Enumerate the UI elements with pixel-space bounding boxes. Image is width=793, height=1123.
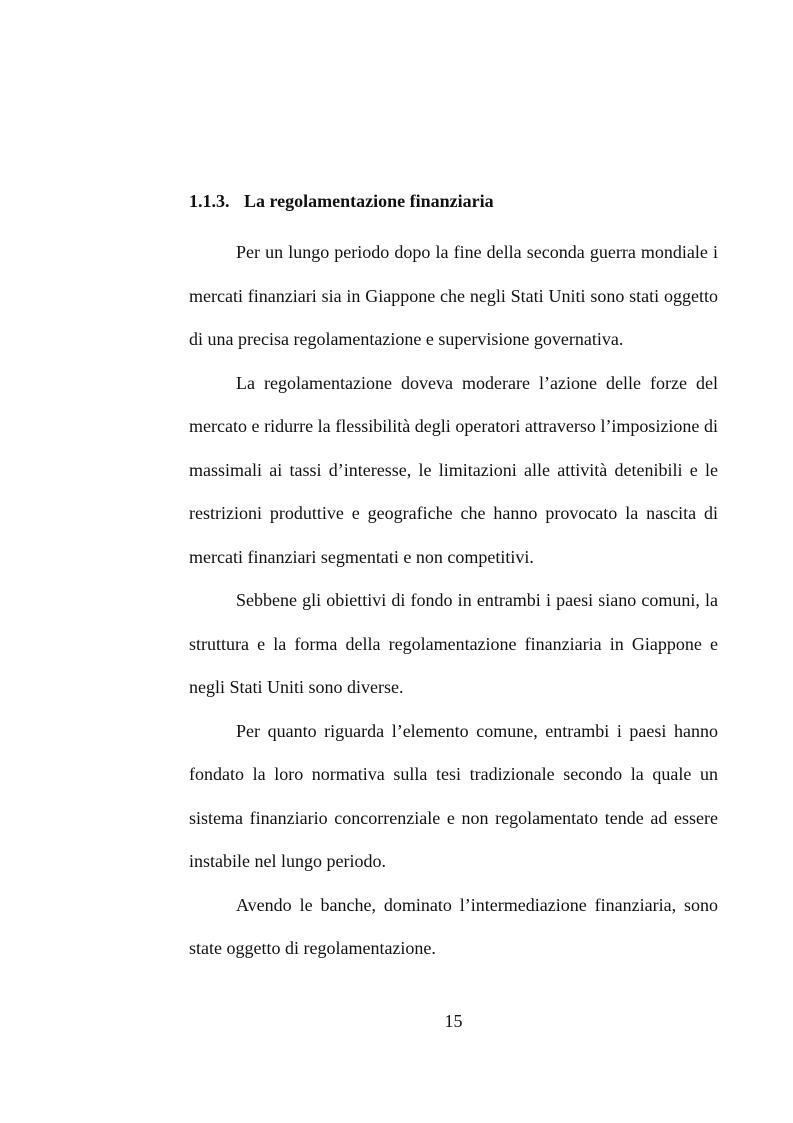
paragraph-1: Per un lungo periodo dopo la fine della seconda guerra mondiale i mercati finanziari sia in Giappone che negli Stati Uniti sono stati oggetto di una precisa regolamentazione e supervisione governativa.: [189, 242, 718, 349]
body-text: [189, 231, 718, 971]
section-number: 1.1.3.: [189, 191, 230, 211]
paragraph-5: Avendo le banche, dominato l’intermediazione finanziaria, sono state oggetto di regolamentazione.: [189, 894, 718, 958]
paragraph-3: Sebbene gli obiettivi di fondo in entrambi i paesi siano comuni, la struttura e la forma della regolamentazione finanziaria in Giappone e negli Stati Uniti sono diverse.: [189, 590, 718, 697]
section-heading: [189, 188, 494, 214]
paragraph-4: Per quanto riguarda l’elemento comune, entrambi i paesi hanno fondato la loro normativa sulla tesi tradizionale secondo la quale un sistema finanziario concorrenziale e non regolamentato tende ad essere instabile nel lungo periodo.: [189, 720, 718, 871]
page-number: 15: [444, 1011, 463, 1031]
section-title: La regolamentazione finanziaria: [244, 191, 494, 211]
paragraph-2: La regolamentazione doveva moderare l’azione delle forze del mercato e ridurre la flessibilità degli operatori attraverso l’imposizione di massimali ai tassi d’interesse, le limitazioni alle attività detenibili e le restrizioni produttive e geografiche che hanno provocato la nascita di mercati finanziari segmentati e non competitivi.: [189, 372, 718, 567]
